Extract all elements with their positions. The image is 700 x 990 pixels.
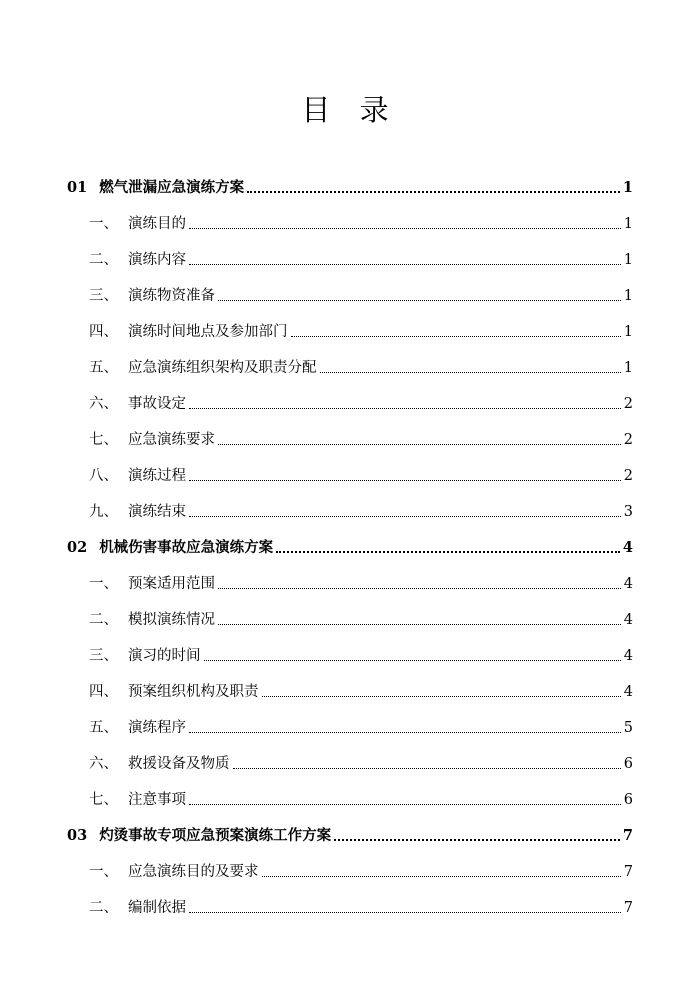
toc-section-entry[interactable] xyxy=(67,522,633,558)
toc-entry-label xyxy=(89,862,259,882)
toc-subsection-entry[interactable] xyxy=(67,774,633,810)
toc-subsection-entry[interactable] xyxy=(67,486,633,522)
toc-subsection-entry[interactable] xyxy=(67,702,633,738)
toc-entry-text: 编制依据 xyxy=(128,900,186,916)
toc-entry-label xyxy=(89,466,186,486)
toc-subsection-entry[interactable] xyxy=(67,414,633,450)
toc-entry-label xyxy=(89,250,186,270)
toc-section-number: 03 xyxy=(67,827,88,844)
toc-entry-label xyxy=(67,826,331,846)
toc-entry-label xyxy=(89,646,201,666)
toc-item-ordinal: 五、 xyxy=(89,360,118,376)
dot-leader xyxy=(189,228,621,229)
toc-item-ordinal: 七、 xyxy=(89,792,118,808)
toc-page-number: 2 xyxy=(623,396,633,412)
toc-page-number: 5 xyxy=(623,720,633,736)
toc-subsection-entry[interactable] xyxy=(67,378,633,414)
dot-leader xyxy=(233,768,621,769)
dot-leader xyxy=(218,588,621,589)
dot-leader xyxy=(262,696,621,697)
toc-item-ordinal: 二、 xyxy=(89,252,118,268)
toc-item-ordinal: 七、 xyxy=(89,432,118,448)
toc-page-number: 2 xyxy=(623,468,633,484)
toc-entry-label xyxy=(89,286,215,306)
toc-entry-text: 演练程序 xyxy=(128,720,186,736)
toc-item-ordinal: 四、 xyxy=(89,324,118,340)
toc-section-entry[interactable] xyxy=(67,162,633,198)
toc-item-ordinal: 四、 xyxy=(89,684,118,700)
dot-leader xyxy=(320,372,621,373)
toc-entry-text: 机械伤害事故应急演练方案 xyxy=(99,539,274,556)
dot-leader xyxy=(218,300,621,301)
toc-item-ordinal: 八、 xyxy=(89,468,118,484)
dot-leader xyxy=(218,624,621,625)
toc-subsection-entry[interactable] xyxy=(67,882,633,918)
toc-item-ordinal: 九、 xyxy=(89,504,118,520)
toc-subsection-entry[interactable] xyxy=(67,270,633,306)
toc-item-ordinal: 二、 xyxy=(89,900,118,916)
table-of-contents xyxy=(67,162,633,918)
toc-item-ordinal: 六、 xyxy=(89,756,118,772)
toc-entry-label xyxy=(89,754,230,774)
toc-entry-label xyxy=(89,502,186,522)
toc-entry-label xyxy=(67,538,273,558)
toc-entry-label xyxy=(89,574,215,594)
toc-subsection-entry[interactable] xyxy=(67,450,633,486)
toc-page-number: 6 xyxy=(623,756,633,772)
dot-leader xyxy=(189,264,621,265)
toc-subsection-entry[interactable] xyxy=(67,342,633,378)
toc-entry-text: 预案适用范围 xyxy=(128,576,215,592)
toc-entry-label xyxy=(89,898,186,918)
toc-subsection-entry[interactable] xyxy=(67,630,633,666)
toc-page-number: 1 xyxy=(623,252,633,268)
toc-entry-text: 应急演练组织架构及职责分配 xyxy=(128,360,317,376)
dot-leader xyxy=(189,912,621,913)
toc-entry-text: 演练结束 xyxy=(128,504,186,520)
toc-entry-label xyxy=(89,718,186,738)
toc-entry-text: 演练过程 xyxy=(128,468,186,484)
dot-leader xyxy=(291,336,621,337)
toc-entry-text: 燃气泄漏应急演练方案 xyxy=(99,179,245,196)
dot-leader xyxy=(218,444,621,445)
toc-subsection-entry[interactable] xyxy=(67,234,633,270)
toc-item-ordinal: 一、 xyxy=(89,576,118,592)
dot-leader xyxy=(189,408,621,409)
toc-page-number: 2 xyxy=(623,432,633,448)
dot-leader xyxy=(189,804,621,805)
toc-entry-label xyxy=(67,178,244,198)
toc-entry-text: 注意事项 xyxy=(128,792,186,808)
dot-leader xyxy=(262,876,621,877)
toc-page-number: 4 xyxy=(623,684,633,700)
toc-page-number: 1 xyxy=(622,179,633,196)
toc-subsection-entry[interactable] xyxy=(67,594,633,630)
toc-page-number: 6 xyxy=(623,792,633,808)
toc-item-ordinal: 二、 xyxy=(89,612,118,628)
toc-page-number: 1 xyxy=(623,324,633,340)
toc-entry-label xyxy=(89,610,215,630)
toc-entry-text: 应急演练目的及要求 xyxy=(128,864,259,880)
toc-page-number: 4 xyxy=(623,612,633,628)
dot-leader xyxy=(204,660,621,661)
toc-entry-text: 演练目的 xyxy=(128,216,186,232)
toc-entry-label xyxy=(89,682,259,702)
toc-entry-text: 演练时间地点及参加部门 xyxy=(128,324,288,340)
toc-entry-label xyxy=(89,430,215,450)
toc-entry-label xyxy=(89,358,317,378)
toc-item-ordinal: 三、 xyxy=(89,648,118,664)
toc-page-number: 4 xyxy=(623,576,633,592)
toc-subsection-entry[interactable] xyxy=(67,306,633,342)
dot-leader xyxy=(189,480,621,481)
dot-leader xyxy=(334,839,620,841)
toc-entry-text: 灼烫事故专项应急预案演练工作方案 xyxy=(99,827,332,844)
toc-section-number: 02 xyxy=(67,539,88,556)
toc-page-number: 1 xyxy=(623,360,633,376)
toc-entry-text: 演练内容 xyxy=(128,252,186,268)
toc-subsection-entry[interactable] xyxy=(67,666,633,702)
toc-entry-text: 模拟演练情况 xyxy=(128,612,215,628)
toc-section-number: 01 xyxy=(67,179,88,196)
toc-page-number: 4 xyxy=(623,648,633,664)
toc-subsection-entry[interactable] xyxy=(67,198,633,234)
toc-page-number: 7 xyxy=(622,827,633,844)
toc-item-ordinal: 一、 xyxy=(89,216,118,232)
toc-entry-text: 预案组织机构及职责 xyxy=(128,684,259,700)
dot-leader xyxy=(276,551,620,553)
toc-entry-label xyxy=(89,322,288,342)
toc-subsection-entry[interactable] xyxy=(67,558,633,594)
toc-entry-text: 演习的时间 xyxy=(128,648,201,664)
toc-item-ordinal: 一、 xyxy=(89,864,118,880)
toc-page-number: 1 xyxy=(623,216,633,232)
dot-leader xyxy=(189,732,621,733)
toc-subsection-entry[interactable] xyxy=(67,738,633,774)
toc-page-number: 3 xyxy=(623,504,633,520)
toc-page-number: 4 xyxy=(622,539,633,556)
toc-item-ordinal: 三、 xyxy=(89,288,118,304)
toc-page-number: 7 xyxy=(623,864,633,880)
toc-page-number: 7 xyxy=(623,900,633,916)
dot-leader xyxy=(189,516,621,517)
toc-entry-label xyxy=(89,394,186,414)
toc-subsection-entry[interactable] xyxy=(67,846,633,882)
toc-entry-text: 演练物资准备 xyxy=(128,288,215,304)
toc-item-ordinal: 六、 xyxy=(89,396,118,412)
toc-page-number: 1 xyxy=(623,288,633,304)
toc-entry-label xyxy=(89,790,186,810)
toc-entry-text: 救援设备及物质 xyxy=(128,756,230,772)
page-title: 目 录 xyxy=(301,93,399,127)
dot-leader xyxy=(247,191,620,193)
toc-entry-text: 应急演练要求 xyxy=(128,432,215,448)
toc-entry-label xyxy=(89,214,186,234)
toc-item-ordinal: 五、 xyxy=(89,720,118,736)
toc-entry-text: 事故设定 xyxy=(128,396,186,412)
toc-section-entry[interactable] xyxy=(67,810,633,846)
